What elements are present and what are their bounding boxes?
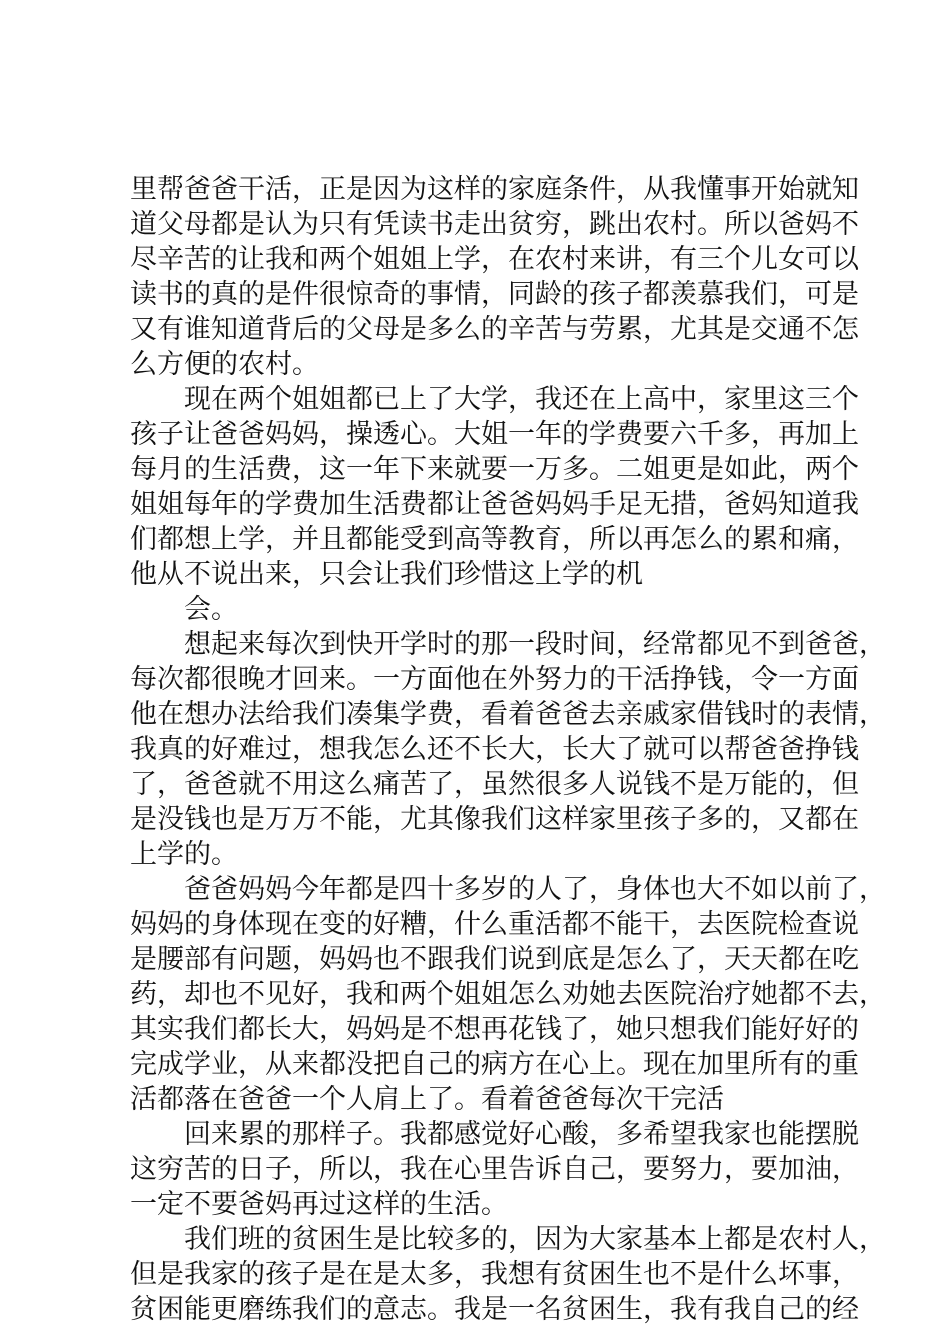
- text-line: 他从不说出来，只会让我们珍惜这上学的机: [130, 559, 643, 590]
- text-line: 姐姐每年的学费加生活费都让爸爸妈妈手足无措，爸妈知道我: [130, 489, 859, 520]
- text-line: 他在想办法给我们凑集学费，看着爸爸去亲戚家借钱时的表情，: [130, 699, 886, 730]
- text-line: 是没钱也是万万不能，尤其像我们这样家里孩子多的，又都在: [130, 804, 859, 835]
- text-line: 活都落在爸爸一个人肩上了。看着爸爸每次干完活: [130, 1084, 724, 1115]
- document-page: [130, 172, 886, 1327]
- text-line: 我们班的贫困生是比较多的，因为大家基本上都是农村人，: [184, 1224, 886, 1255]
- text-line: 完成学业，从来都没把自己的病方在心上。现在加里所有的重: [130, 1049, 859, 1080]
- text-line: 爸爸妈妈今年都是四十多岁的人了，身体也大不如以前了，: [184, 874, 886, 905]
- text-line: 会。: [184, 594, 238, 625]
- text-line: 里帮爸爸干活，正是因为这样的家庭条件，从我懂事开始就知: [130, 174, 859, 205]
- text-line: 其实我们都长大，妈妈是不想再花钱了，她只想我们能好好的: [130, 1014, 859, 1045]
- text-line: 妈妈的身体现在变的好糟，什么重活都不能干，去医院检查说: [130, 909, 859, 940]
- text-line: 道父母都是认为只有凭读书走出贫穷，跳出农村。所以爸妈不: [130, 209, 859, 240]
- text-line: 我真的好难过，想我怎么还不长大，长大了就可以帮爸爸挣钱: [130, 734, 859, 765]
- text-line: 现在两个姐姐都已上了大学，我还在上高中，家里这三个: [184, 384, 859, 415]
- text-line: 贫困能更磨练我们的意志。我是一名贫困生，我有我自己的经: [130, 1294, 859, 1325]
- text-line: 这穷苦的日子，所以，我在心里告诉自己，要努力，要加油，: [130, 1154, 859, 1185]
- text-line: 尽辛苦的让我和两个姐姐上学，在农村来讲，有三个儿女可以: [130, 244, 859, 275]
- text-line: 药，却也不见好，我和两个姐姐怎么劝她去医院治疗她都不去，: [130, 979, 886, 1010]
- text-line: 们都想上学，并且都能受到高等教育，所以再怎么的累和痛，: [130, 524, 859, 555]
- text-line: 每次都很晚才回来。一方面他在外努力的干活挣钱，令一方面: [130, 664, 859, 695]
- text-line: 一定不要爸妈再过这样的生活。: [130, 1189, 508, 1220]
- text-line: 么方便的农村。: [130, 349, 319, 380]
- text-line: 但是我家的孩子是在是太多，我想有贫困生也不是什么坏事，: [130, 1259, 859, 1290]
- text-line: 上学的。: [130, 839, 238, 870]
- text-line: 又有谁知道背后的父母是多么的辛苦与劳累，尤其是交通不怎: [130, 314, 859, 345]
- text-line: 读书的真的是件很惊奇的事情，同龄的孩子都羡慕我们，可是: [130, 279, 859, 310]
- text-line: 了，爸爸就不用这么痛苦了，虽然很多人说钱不是万能的，但: [130, 769, 859, 800]
- text-line: 想起来每次到快开学时的那一段时间，经常都见不到爸爸，: [184, 629, 886, 660]
- text-line: 回来累的那样子。我都感觉好心酸，多希望我家也能摆脱: [184, 1119, 859, 1150]
- text-line: 是腰部有问题，妈妈也不跟我们说到底是怎么了，天天都在吃: [130, 944, 859, 975]
- document-body: [130, 172, 886, 1327]
- text-line: 每月的生活费，这一年下来就要一万多。二姐更是如此，两个: [130, 454, 859, 485]
- text-line: 孩子让爸爸妈妈，操透心。大姐一年的学费要六千多，再加上: [130, 419, 859, 450]
